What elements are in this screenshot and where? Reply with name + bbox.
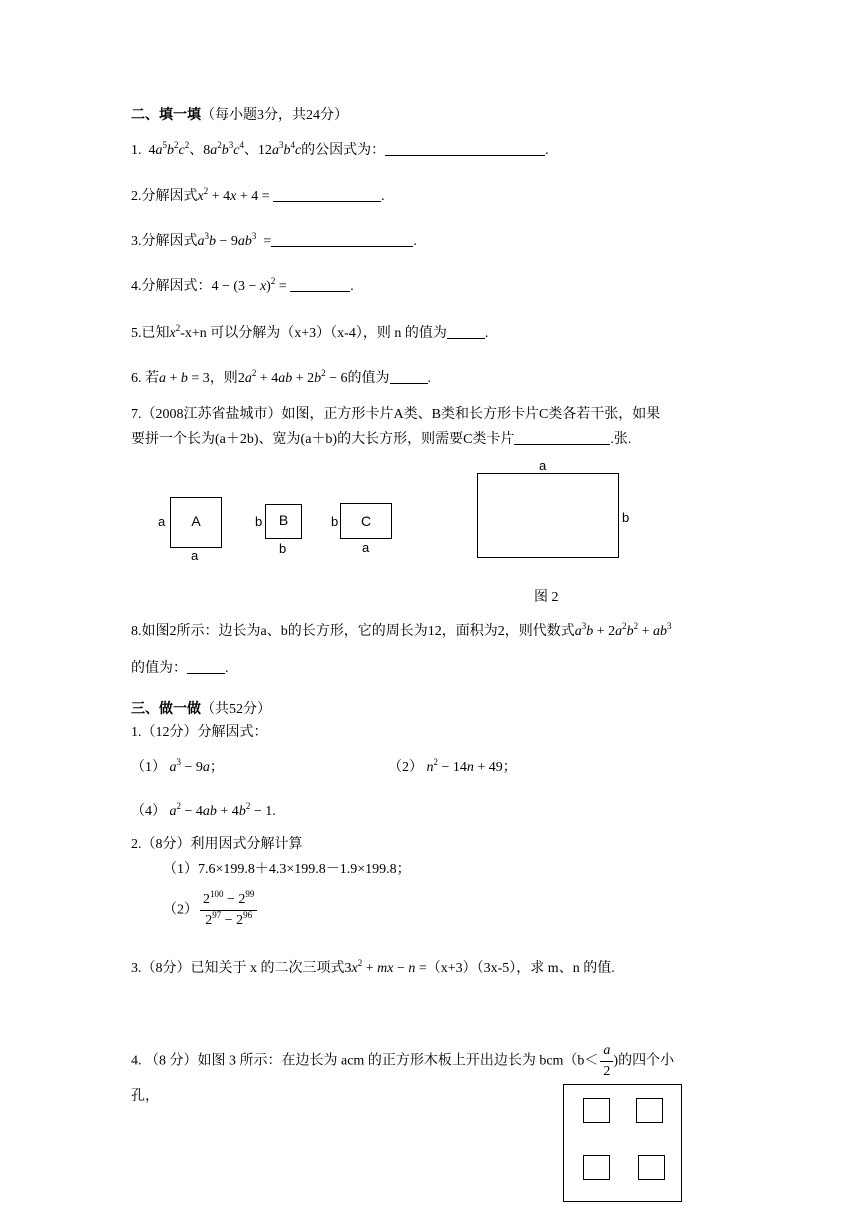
answer-blank[interactable] <box>514 430 610 445</box>
hole-bottom-right <box>638 1155 665 1180</box>
problem-3: 3.（8分）已知关于 x 的二次三项式$3x^2$ + mx − n =（x+3）（3x-5），求 m、n 的值. <box>131 958 615 976</box>
answer-blank[interactable] <box>271 232 413 247</box>
answer-blank[interactable] <box>385 141 545 156</box>
answer-blank[interactable] <box>447 324 485 339</box>
section-2-note: （每小题3分，共24分） <box>201 108 348 123</box>
card-c-label: C <box>360 513 372 529</box>
question-3: 3.分解因式$a^3b - 9ab^3$ = . <box>131 231 417 249</box>
answer-blank[interactable] <box>273 187 381 202</box>
section-2-title: 二、填一填（每小题3分，共24分） <box>131 108 348 123</box>
hole-top-left <box>583 1098 610 1123</box>
figure-2-caption: 图 2 <box>534 590 559 605</box>
problem-2-sub-2: （2） $\frac{2^{100} - 2^{99}}{2^{97} - 2^{96}}$ <box>163 890 257 931</box>
problem-1-sub-2: （2） $n^2 - 14n + 49$； <box>388 757 517 775</box>
card-c-bottom-label: a <box>362 540 370 555</box>
answer-blank[interactable] <box>390 369 428 384</box>
card-c-side-label: b <box>331 514 339 529</box>
question-7-line-1: 7.（2008江苏省盐城市）如图，正方形卡片A类、B类和长方形卡片C类各若干张，如果 <box>131 407 661 422</box>
question-2: 2.分解因式$x^2 + 4x + 4$ = . <box>131 186 385 204</box>
rectangle-right-label: b <box>622 510 630 525</box>
problem-4-line-1: 4. （8 分）如图 3 所示：在边长为 acm 的正方形木板上开出边长为 bcm（b＜ $\frac{a}{2}$ )的四个小 <box>131 1041 674 1082</box>
problem-4-line-2: 孔， <box>131 1089 159 1104</box>
question-6: 6. 若a + b = 3，则$2a^2 + 4ab + 2b^2 - 6$的值为 . <box>131 368 432 386</box>
problem-2-sub-1: （1）7.6×199.8＋4.3×199.8－1.9×199.8； <box>163 862 411 877</box>
card-a-label: A <box>191 513 201 529</box>
card-b-side-label: b <box>255 514 263 529</box>
question-7-line-2: 要拼一个长为(a＋2b)、宽为(a＋b)的大长方形，则需要C类卡片 .张. <box>131 432 632 447</box>
fraction: $\frac{2^{100} - 2^{99}}{2^{97} - 2^{96}}$ <box>200 890 257 931</box>
question-4: 4.分解因式：$4 - (3 - x)^2$ = . <box>131 276 354 294</box>
square-board <box>563 1084 682 1202</box>
hole-top-right <box>636 1098 663 1123</box>
section-3-note: （共52分） <box>201 702 271 717</box>
question-1: 1. $4a^5b^2c^2$、$8a^2b^3c^4$、$12a^3b^4c$的公因式为： . <box>131 140 549 158</box>
problem-1-heading: 1.（12分）分解因式： <box>131 725 268 740</box>
question-8-line-2: 的值为： . <box>131 661 229 676</box>
fraction: $\frac{a}{2}$ <box>600 1041 613 1082</box>
problem-1-sub-1: （1） $a^3 - 9a$； <box>131 757 224 775</box>
card-a-bottom-label: a <box>191 548 199 563</box>
answer-blank[interactable] <box>187 659 225 674</box>
card-b-bottom-label: b <box>279 541 287 556</box>
section-3-title: 三、做一做（共52分） <box>131 702 271 717</box>
problem-2-heading: 2.（8分）利用因式分解计算 <box>131 837 303 852</box>
rectangle-top-label: a <box>539 458 547 473</box>
question-5: 5.已知$x^2-x+n$ 可以分解为（x+3）（x-4），则 n 的值为 . <box>131 323 489 341</box>
card-a-side-label: a <box>158 514 166 529</box>
problem-1-sub-4: （4） $a^2 - 4ab + 4b^2 - 1$. <box>131 801 276 819</box>
hole-bottom-left <box>583 1155 610 1180</box>
card-b-label: B <box>278 512 289 528</box>
question-8-line-1: 8.如图2所示：边长为a、b的长方形，它的周长为12，面积为2，则代数式$a^3b + 2a^2b^2 + ab^3$ <box>131 621 672 639</box>
answer-blank[interactable] <box>290 277 350 292</box>
large-rectangle <box>477 473 619 558</box>
